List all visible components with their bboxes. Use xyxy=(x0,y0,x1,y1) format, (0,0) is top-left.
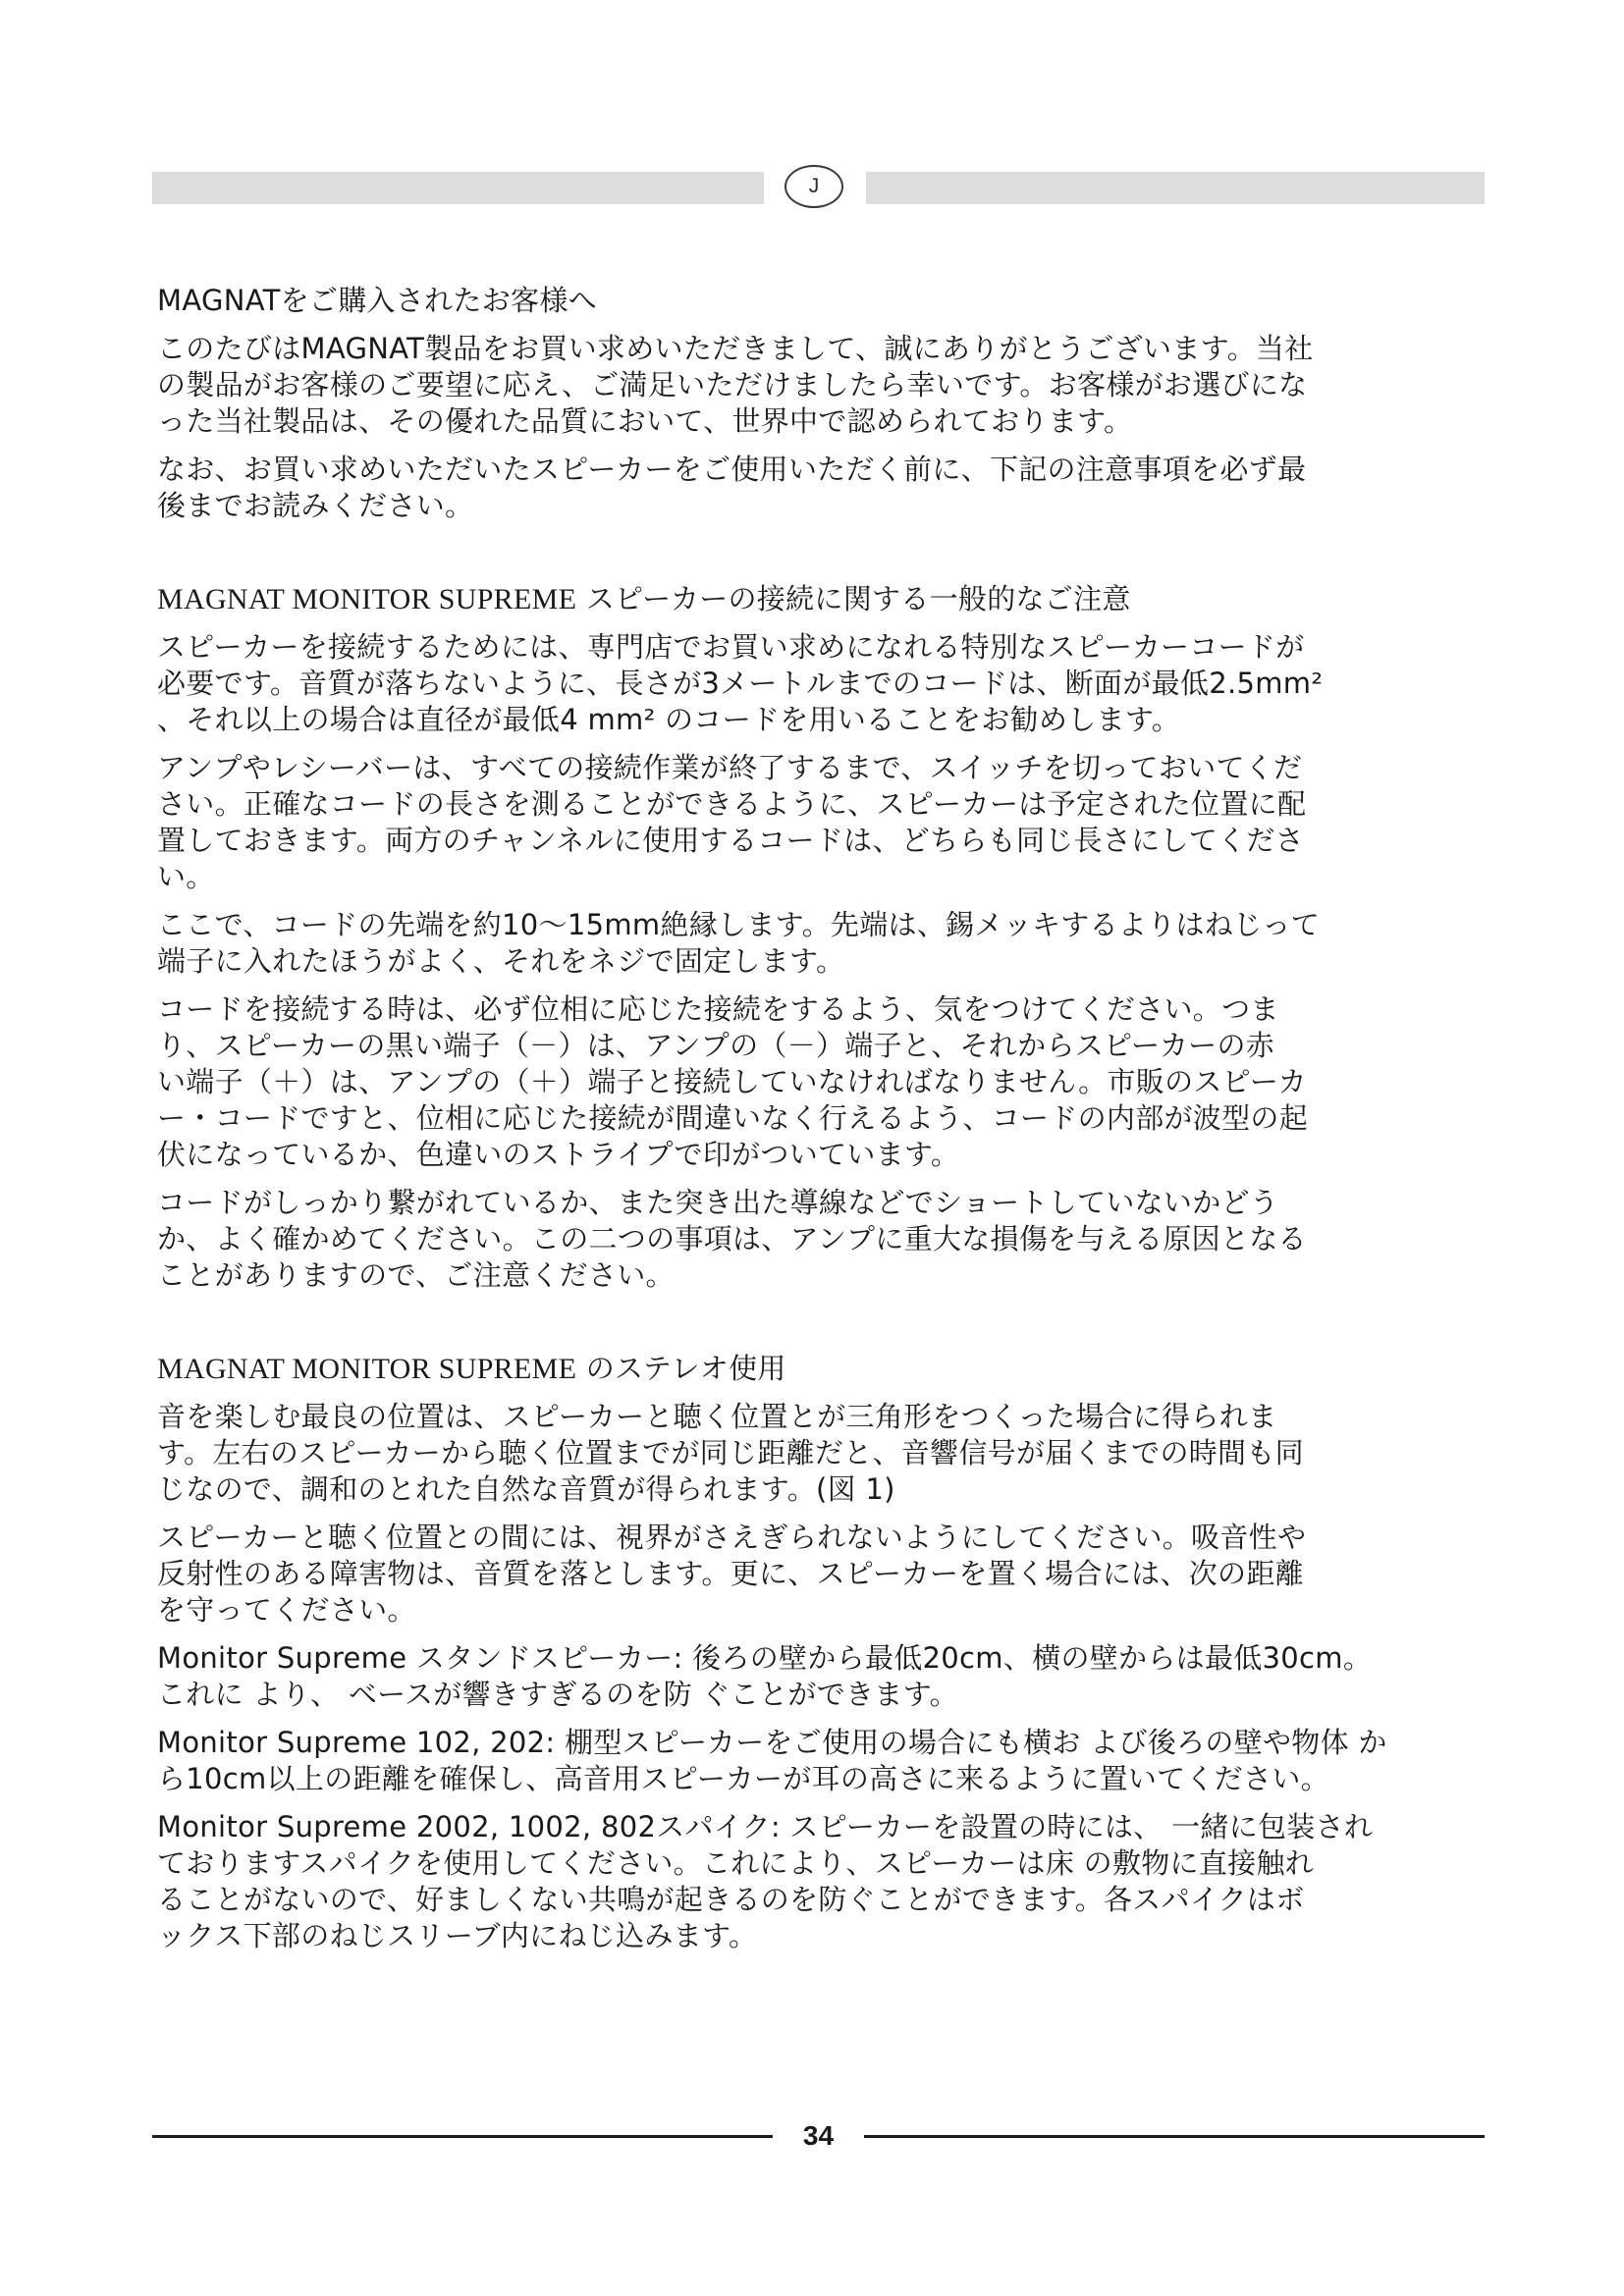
stereo-paragraph-2 xyxy=(157,1520,1488,1629)
stereo-paragraph-5 xyxy=(157,1809,1488,1954)
stereo-paragraph-4 xyxy=(157,1725,1488,1797)
text-line: い端子（＋）は、アンプの（＋）端子と接続していなければなりません。市販のスピーカ xyxy=(157,1065,1307,1098)
connection-paragraph-1 xyxy=(157,629,1488,738)
section-heading-connection xyxy=(157,581,1488,617)
heading-jp: のステレオ使用 xyxy=(576,1352,786,1385)
intro-paragraph-1 xyxy=(157,331,1488,440)
stereo-paragraph-1 xyxy=(157,1399,1488,1508)
text-line: スピーカーを接続するためには、専門店でお買い求めになれる特別なスピーカーコードが xyxy=(157,630,1305,664)
stereo-paragraph-3 xyxy=(157,1640,1488,1713)
text-line: った当社製品は、その優れた品質において、世界中で認められております。 xyxy=(157,404,1133,438)
text-line: い。 xyxy=(157,860,215,893)
page-number: 34 xyxy=(802,2120,835,2151)
intro-paragraph-2 xyxy=(157,452,1488,524)
text-line: ておりますスパイクを使用してください。これにより、スピーカーは床 の敷物に直接触れ xyxy=(157,1846,1315,1880)
heading-latin: MAGNAT MONITOR SUPREME xyxy=(157,583,577,615)
text-line: このたびはMAGNAT製品をお買い求めいただきまして、誠にありがとうございます。当社 xyxy=(157,332,1314,365)
language-badge: J xyxy=(785,165,843,208)
text-line: 後までお読みください。 xyxy=(157,489,474,522)
text-line: ことがありますので、ご注意ください。 xyxy=(157,1258,675,1292)
connection-paragraph-4 xyxy=(157,991,1488,1173)
text-line: ここで、コードの先端を約10～15mm絶縁します。先端は、錫メッキするよりはねじって xyxy=(157,908,1321,941)
text-line: ることがないので、好ましくない共鳴が起きるのを防ぐことができます。各スパイクはボ xyxy=(157,1883,1305,1916)
section-connection xyxy=(157,581,1488,1294)
text-line: ー・コードですと、位相に応じた接続が間違いなく行えるよう、コードの内部が波型の起 xyxy=(157,1101,1309,1135)
text-line: これに より、 ベースが響きすぎるのを防 ぐことができます。 xyxy=(157,1678,958,1711)
text-line: 反射性のある障害物は、音質を落とします。更に、スピーカーを置く場合には、次の距離 xyxy=(157,1557,1304,1590)
text-line: の製品がお客様のご要望に応え、ご満足いただけましたら幸いです。お客様がお選びにな xyxy=(157,368,1308,401)
text-line: なお、お買い求めいただいたスピーカーをご使用いただく前に、下記の注意事項を必ず最 xyxy=(157,453,1307,486)
text-line: スピーカーと聴く位置との間には、視界がさえぎられないようにしてください。吸音性や xyxy=(157,1521,1307,1554)
text-line: アンプやレシーバーは、すべての接続作業が終了するまで、スイッチを切っておいてくだ xyxy=(157,751,1303,784)
text-line: 、それ以上の場合は直径が最低4 mm² のコードを用いることをお勧めします。 xyxy=(157,703,1181,736)
text-line: か、よく確かめてください。この二つの事項は、アンプに重大な損傷を与える原因となる xyxy=(157,1222,1307,1255)
text-line: Monitor Supreme 102, 202: 棚型スピーカーをご使用の場合にも横お よび後ろの壁や物体 か xyxy=(157,1726,1387,1759)
text-line: す。左右のスピーカーから聴く位置までが同じ距離だと、音響信号が届くまでの時間も同 xyxy=(157,1436,1304,1469)
text-line: 置しておきます。両方のチャンネルに使用するコードは、どちらも同じ長さにしてくださ xyxy=(157,824,1304,857)
text-line: じなので、調和のとれた自然な音質が得られます。(図 1) xyxy=(157,1472,895,1506)
text-line: コードを接続する時は、必ず位相に応じた接続をするよう、気をつけてください。つま xyxy=(157,992,1279,1026)
text-line: 端子に入れたほうがよく、それをネジで固定します。 xyxy=(157,944,845,978)
section-heading-stereo xyxy=(157,1351,1488,1387)
text-line: 音を楽しむ最良の位置は、スピーカーと聴く位置とが三角形をつくった場合に得られま xyxy=(157,1400,1277,1433)
intro-greeting: MAGNATをご購入されたお客様へ xyxy=(157,284,597,317)
text-line: り、スピーカーの黒い端子（－）は、アンプの（－）端子と、それからスピーカーの赤 xyxy=(157,1029,1275,1062)
intro-greeting-block xyxy=(157,283,1488,319)
text-line: 伏になっているか、色違いのストライプで印がついています。 xyxy=(157,1138,960,1171)
footer-rule-left xyxy=(152,2135,773,2138)
text-line: を守ってください。 xyxy=(157,1593,416,1627)
text-line: Monitor Supreme 2002, 1002, 802スパイク: スピーカーを設置の時には、 一緒に包装され xyxy=(157,1810,1374,1843)
page-content xyxy=(157,283,1488,1966)
text-line: コードがしっかり繋がれているか、また突き出た導線などでショートしていないかどう xyxy=(157,1186,1279,1219)
section-stereo xyxy=(157,1351,1488,1954)
text-line: ら10cm以上の距離を確保し、高音用スピーカーが耳の高さに来るように置いてください。 xyxy=(157,1762,1329,1795)
text-line: さい。正確なコードの長さを測ることができるように、スピーカーは予定された位置に配 xyxy=(157,787,1307,821)
text-line: Monitor Supreme スタンドスピーカー: 後ろの壁から最低20cm、横の壁からは最低30cm。 xyxy=(157,1641,1373,1675)
text-line: ックス下部のねじスリーブ内にねじ込みます。 xyxy=(157,1919,758,1952)
footer-rule-right xyxy=(864,2135,1485,2138)
connection-paragraph-2 xyxy=(157,750,1488,895)
connection-paragraph-5 xyxy=(157,1185,1488,1294)
connection-paragraph-3 xyxy=(157,907,1488,980)
heading-jp: スピーカーの接続に関する一般的なご注意 xyxy=(576,582,1131,615)
heading-latin: MAGNAT MONITOR SUPREME xyxy=(157,1353,577,1385)
text-line: 必要です。音質が落ちないように、長さが3メートルまでのコードは、断面が最低2.5mm² xyxy=(157,667,1324,700)
